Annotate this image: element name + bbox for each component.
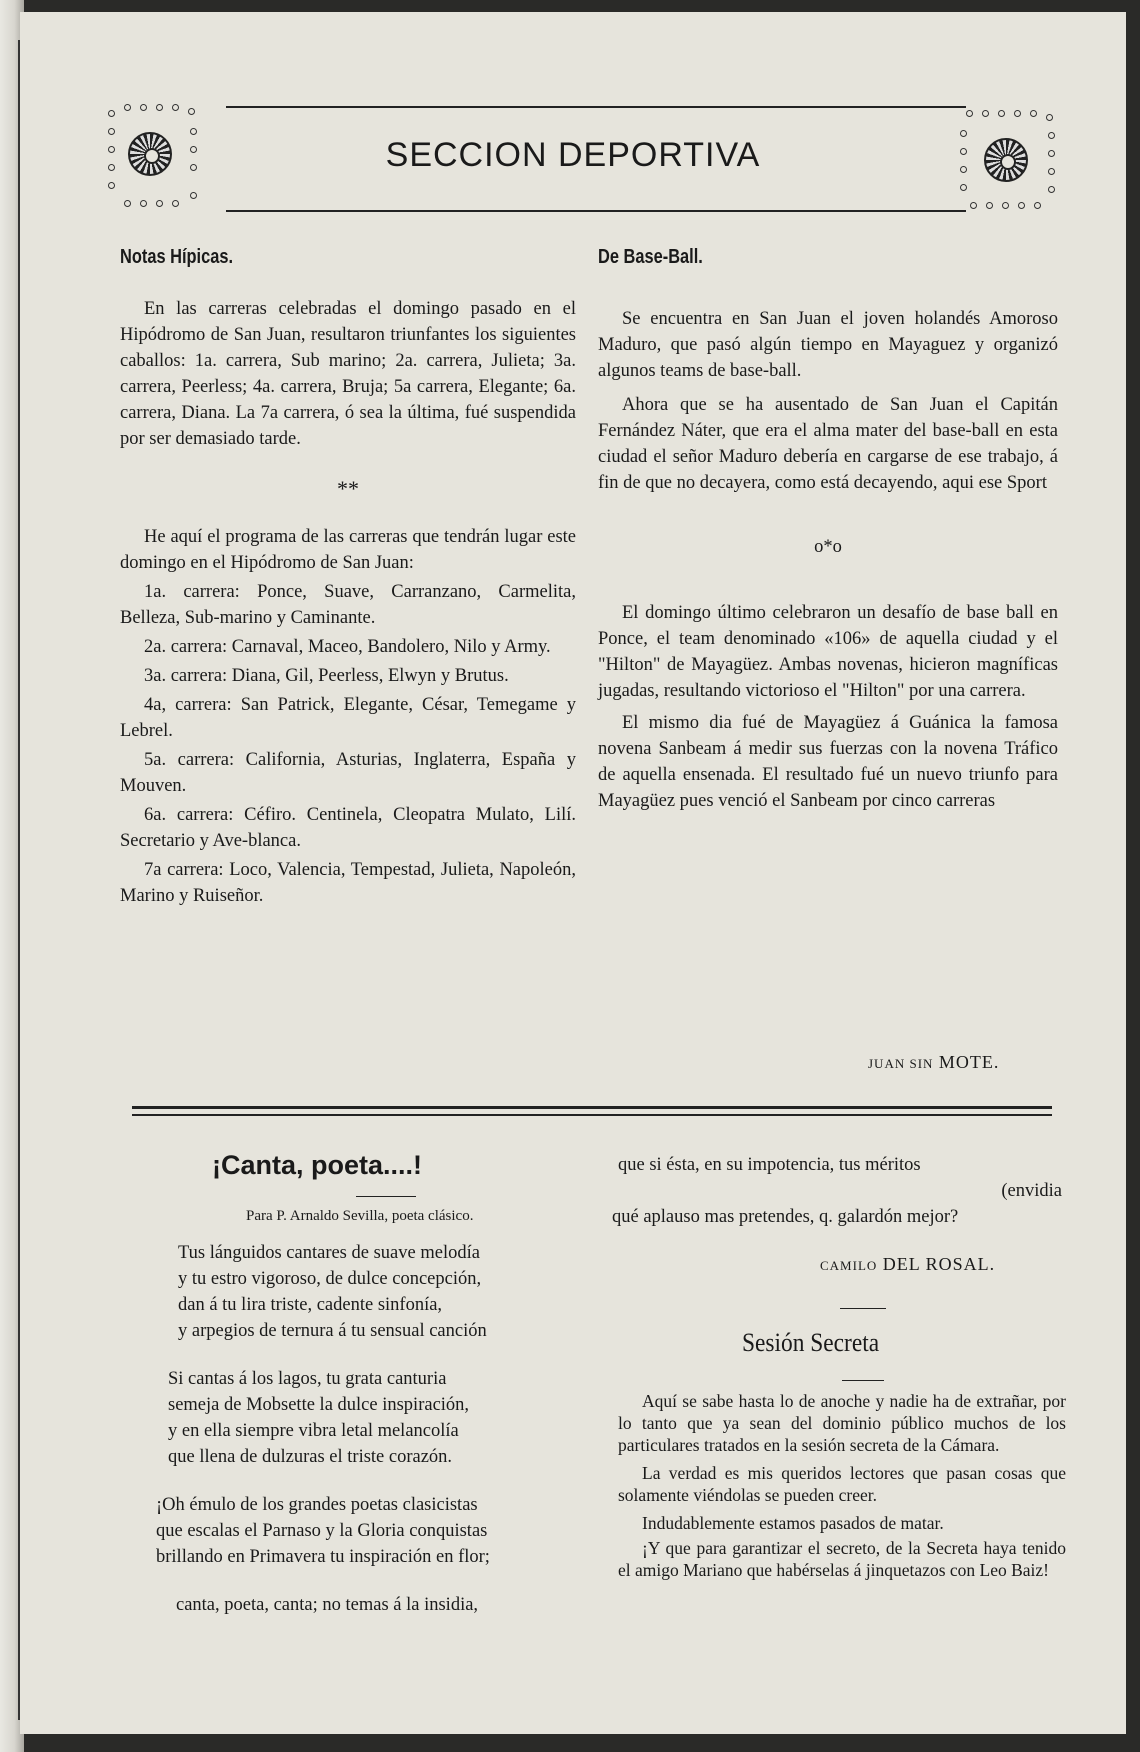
- sesion-paragraph: Indudablemente estamos pasados de matar.: [642, 1513, 944, 1533]
- header-top-rule: [226, 106, 966, 108]
- race-2: 2a. carrera: Carnaval, Maceo, Bandolero, Nilo y Army.: [144, 637, 551, 657]
- race-1: 1a. carrera: Ponce, Suave, Carranzano, Carmelita, Belleza, Sub-marino y Caminante.: [120, 582, 576, 628]
- separator-mark: o*o: [814, 537, 842, 557]
- race-4: 4a, carrera: San Patrick, Elegante, César, Temegame y Lebrel.: [120, 695, 576, 741]
- poem-body: [136, 1240, 596, 1640]
- baseball-paragraph: El domingo último celebraron un desafío de base ball en Ponce, el team denominado «106» de aquella ciudad y el "Hilton" de Mayagüez. Ambas novenas, hicieron magníficas jugadas, resultando victorioso el "Hilton" por una carrera.: [598, 603, 1058, 701]
- sesion-rule: [842, 1380, 884, 1381]
- stanza-1: Tus lánguidos cantares de suave melodía y tu estro vigoroso, de dulce concepción, dan á tu lira triste, cadente sinfonía, y arpegios de ternura á tu sensual canción: [178, 1243, 487, 1341]
- race-6: 6a. carrera: Céfiro. Centinela, Cleopatra Mulato, Lilí. Secretario y Ave-blanca.: [120, 805, 576, 851]
- poem-continuation: que si ésta, en su impotencia, tus méritos (envidia qué aplauso mas pretendes, q. galardón mejor?: [612, 1155, 1062, 1227]
- baseball-paragraph: Se encuentra en San Juan el joven holandés Amoroso Maduro, que pasó algún tiempo en Mayaguez y organizó algunos teams de base-ball.: [598, 309, 1058, 381]
- stanza-2: Si cantas á los lagos, tu grata canturia semeja de Mobsette la dulce inspiración, y en ella siempre vibra letal melancolía que llena de dulzuras el triste corazón.: [168, 1369, 470, 1467]
- base-ball-heading: De Base-Ball.: [598, 246, 703, 268]
- short-rule: [840, 1308, 886, 1309]
- stanza-3: ¡Oh émulo de los grandes poetas clasicistas que escalas el Parnaso y la Gloria conquistas brillando en Primavera tu inspiración en flor;: [156, 1495, 490, 1567]
- poem-dedication: Para P. Arnaldo Sevilla, poeta clásico.: [246, 1208, 474, 1224]
- asterism: **: [337, 476, 359, 501]
- baseball-paragraph: Ahora que se ha ausentado de San Juan el Capitán Fernández Náter, que era el alma mater del base-ball en esta ciudad el señor Maduro debería en cargarse de ese trabajo, á fin de que no decayera, como está decayendo, aqui ese Sport: [598, 395, 1058, 493]
- notas-hipicas-heading: Notas Hípicas.: [120, 246, 234, 268]
- sesion-paragraph: ¡Y que para garantizar el secreto, de la Secreta haya tenido el amigo Mariano que habérselas á jinquetazos con Leo Baiz!: [618, 1538, 1066, 1580]
- stanza-4: canta, poeta, canta; no temas á la insidia,: [176, 1595, 479, 1615]
- section-divider-thick: [132, 1106, 1052, 1109]
- sesion-secreta-heading: Sesión Secreta: [742, 1328, 880, 1357]
- base-ball-body: [598, 306, 1058, 817]
- signature-camilo-del-rosal: CAMILO DEL ROSAL.: [820, 1254, 996, 1274]
- signature-juan-sin-mote: JUAN SIN MOTE.: [868, 1052, 1000, 1072]
- poem-title-rule: [356, 1196, 416, 1197]
- newspaper-page: [20, 12, 1126, 1734]
- baseball-paragraph: El mismo dia fué de Mayagüez á Guánica la famosa novena Sanbeam á medir sus fuerzas con la novena Tráfico de aquella ensenada. El resultado fué un nuevo triunfo para Mayagüez pues venció el Sanbeam por cinco carreras: [598, 713, 1058, 811]
- notas-paragraph: He aquí el programa de las carreras que tendrán lugar este domingo en el Hipódromo de San Juan:: [120, 527, 576, 573]
- header-bottom-rule: [226, 210, 966, 212]
- sesion-paragraph: La verdad es mis queridos lectores que pasan cosas que solamente viéndolas se pueden creer.: [618, 1463, 1066, 1505]
- notas-hipicas-body: [120, 296, 576, 912]
- race-7: 7a carrera: Loco, Valencia, Tempestad, Julieta, Napoleón, Marino y Ruiseñor.: [120, 860, 576, 906]
- sesion-secreta-body: [618, 1390, 1066, 1584]
- section-title: SECCION DEPORTIVA: [385, 136, 761, 174]
- sesion-paragraph: Aquí se sabe hasta lo de anoche y nadie ha de extrañar, por lo tanto que ya sean del dominio público muchos de los particulares tratados en la sesión secreta de la Cámara.: [618, 1391, 1066, 1455]
- section-divider-thin: [132, 1114, 1052, 1116]
- poem-title: ¡Canta, poeta....!: [212, 1150, 423, 1180]
- notas-paragraph: En las carreras celebradas el domingo pasado en el Hipódromo de San Juan, resultaron triunfantes los siguientes caballos: 1a. carrera, Sub marino; 2a. carrera, Julieta; 3a. carrera, Peerless; 4a. carrera, Bruja; 5a carrera, Elegante; 6a. carrera, Diana. La 7a carrera, ó sea la última, fué suspendida por ser demasiado tarde.: [120, 299, 576, 449]
- race-5: 5a. carrera: California, Asturias, Inglaterra, España y Mouven.: [120, 750, 576, 796]
- race-3: 3a. carrera: Diana, Gil, Peerless, Elwyn y Brutus.: [144, 666, 509, 686]
